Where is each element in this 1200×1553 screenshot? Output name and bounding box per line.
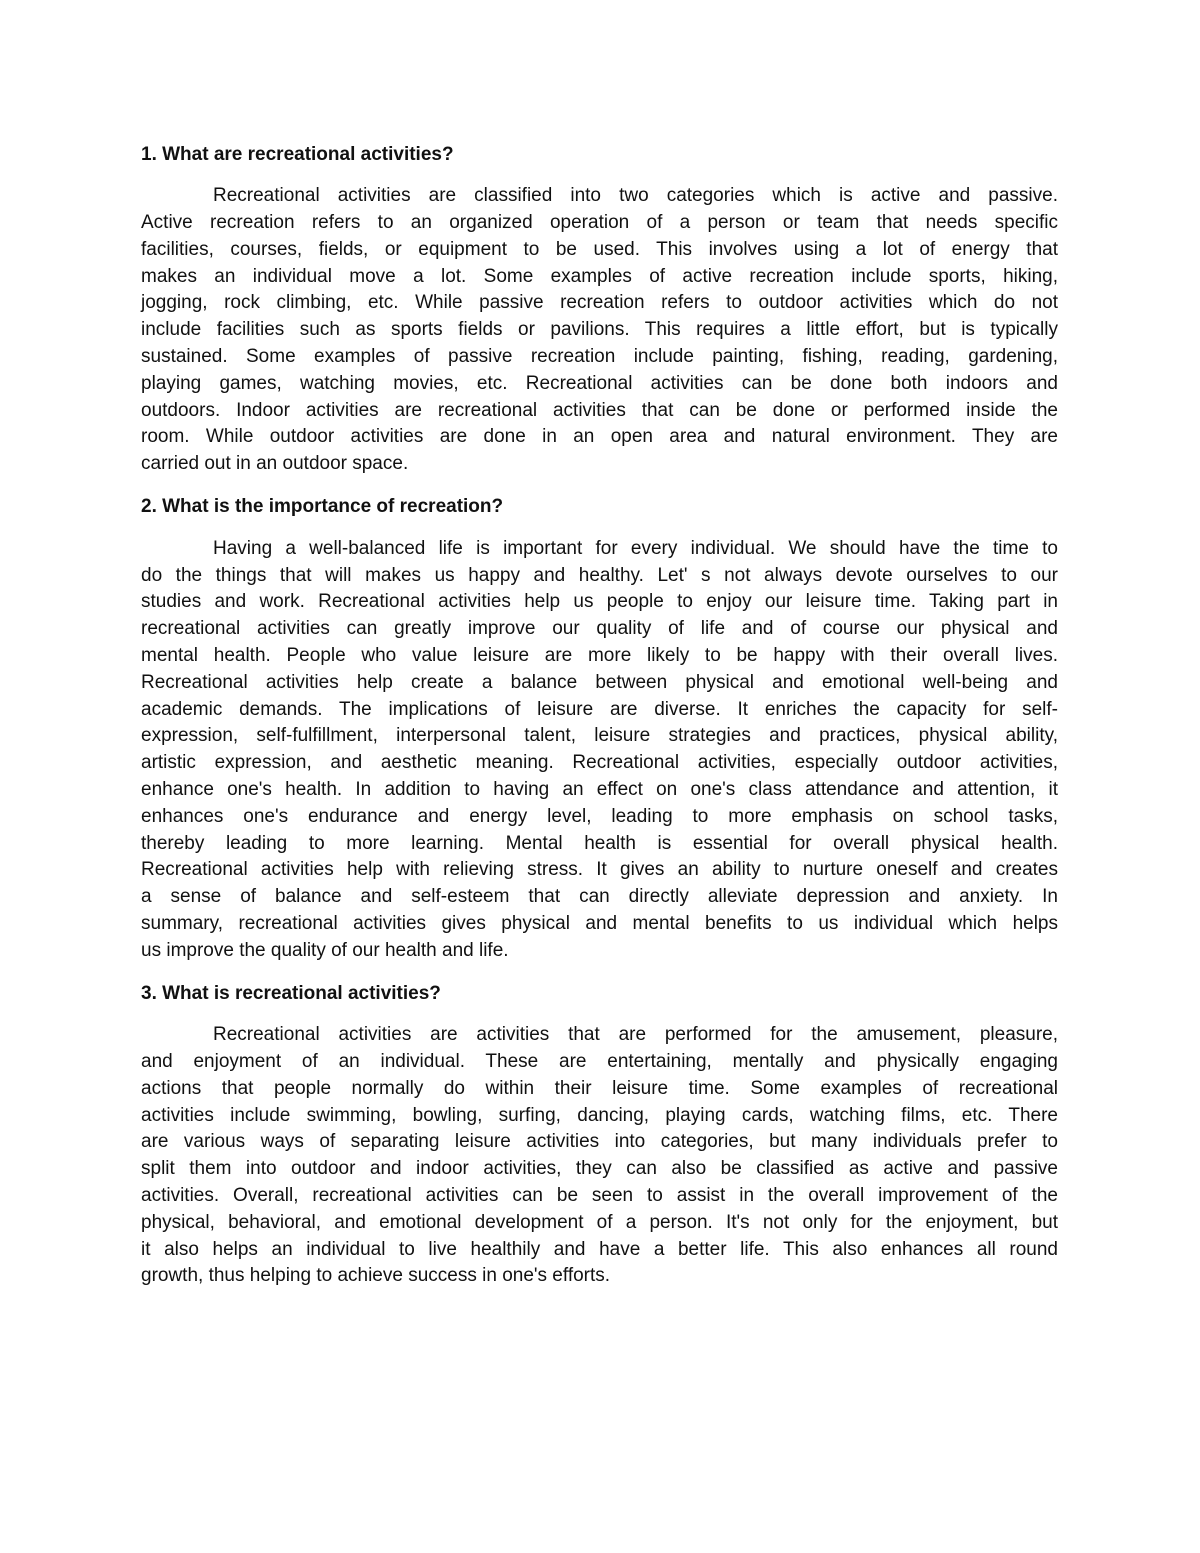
text-line: thereby leading to more learning. Mental health is essential for overall physical health.	[141, 832, 1058, 854]
text-line: room. While outdoor activities are done in an open area and natural environment. They are	[141, 426, 1058, 448]
text-line: activities include swimming, bowling, surfing, dancing, playing cards, watching films, etc. There	[141, 1104, 1058, 1126]
section-paragraph	[141, 536, 1058, 965]
text-line: studies and work. Recreational activities help us people to enjoy our leisure time. Taking part in	[141, 591, 1058, 613]
section-heading: 3. What is recreational activities?	[141, 983, 441, 1004]
text-line: carried out in an outdoor space.	[141, 453, 409, 475]
text-line: split them into outdoor and indoor activities, they can also be classified as active and passive	[141, 1158, 1058, 1180]
text-line: physical, behavioral, and emotional development of a person. It's not only for the enjoyment, but	[141, 1211, 1058, 1233]
text-line: mental health. People who value leisure are more likely to be happy with their overall lives.	[141, 644, 1058, 666]
text-line: makes an individual move a lot. Some examples of active recreation include sports, hiking,	[141, 265, 1058, 287]
section-heading: 1. What are recreational activities?	[141, 144, 454, 165]
section-1	[141, 142, 1058, 478]
text-line: actions that people normally do within their leisure time. Some examples of recreational	[141, 1077, 1058, 1099]
text-line: do the things that will makes us happy and healthy. Let' s not always devote ourselves to our	[141, 564, 1058, 586]
text-line: include facilities such as sports fields or pavilions. This requires a little effort, but is typically	[141, 319, 1058, 341]
section-3	[141, 981, 1058, 1290]
text-line: us improve the quality of our health and life.	[141, 939, 509, 961]
text-line: growth, thus helping to achieve success in one's efforts.	[141, 1265, 611, 1287]
text-line: expression, self-fulfillment, interpersonal talent, leisure strategies and practices, physical ability,	[141, 725, 1058, 747]
text-line: jogging, rock climbing, etc. While passive recreation refers to outdoor activities which do not	[141, 292, 1058, 314]
text-line: summary, recreational activities gives physical and mental benefits to us individual which helps	[141, 912, 1058, 934]
text-line: Recreational activities help with relieving stress. It gives an ability to nurture oneself and creates	[141, 859, 1058, 881]
text-line: a sense of balance and self-esteem that can directly alleviate depression and anxiety. In	[141, 886, 1058, 908]
text-line: activities. Overall, recreational activities can be seen to assist in the overall improvement of the	[141, 1185, 1058, 1207]
text-line: artistic expression, and aesthetic meaning. Recreational activities, especially outdoor activities,	[141, 752, 1058, 774]
text-line: Active recreation refers to an organized operation of a person or team that needs specific	[141, 212, 1058, 234]
text-line: facilities, courses, fields, or equipment to be used. This involves using a lot of energy that	[141, 238, 1058, 260]
text-line: sustained. Some examples of passive recreation include painting, fishing, reading, gardening,	[141, 346, 1058, 368]
text-line: playing games, watching movies, etc. Recreational activities can be done both indoors and	[141, 372, 1058, 394]
text-line: enhance one's health. In addition to having an effect on one's class attendance and attention, it	[141, 778, 1058, 800]
section-heading: 2. What is the importance of recreation?	[141, 496, 504, 517]
text-line: Recreational activities are classified into two categories which is active and passive.	[213, 185, 1058, 207]
section-2	[141, 494, 1058, 965]
section-paragraph	[141, 183, 1058, 478]
text-line: are various ways of separating leisure activities into categories, but many individuals prefer to	[141, 1131, 1058, 1153]
text-line: outdoors. Indoor activities are recreational activities that can be done or performed inside the	[141, 399, 1058, 421]
text-line: Recreational activities are activities that are performed for the amusement, pleasure,	[213, 1024, 1058, 1046]
section-paragraph	[141, 1022, 1058, 1290]
text-line: and enjoyment of an individual. These are entertaining, mentally and physically engaging	[141, 1051, 1058, 1073]
text-line: Having a well-balanced life is important for every individual. We should have the time to	[213, 537, 1058, 559]
text-line: it also helps an individual to live healthily and have a better life. This also enhances all round	[141, 1238, 1058, 1260]
text-line: recreational activities can greatly improve our quality of life and of course our physical and	[141, 618, 1058, 640]
text-line: Recreational activities help create a balance between physical and emotional well-being and	[141, 671, 1058, 693]
text-line: enhances one's endurance and energy level, leading to more emphasis on school tasks,	[141, 805, 1058, 827]
text-line: academic demands. The implications of leisure are diverse. It enriches the capacity for self-	[141, 698, 1058, 720]
